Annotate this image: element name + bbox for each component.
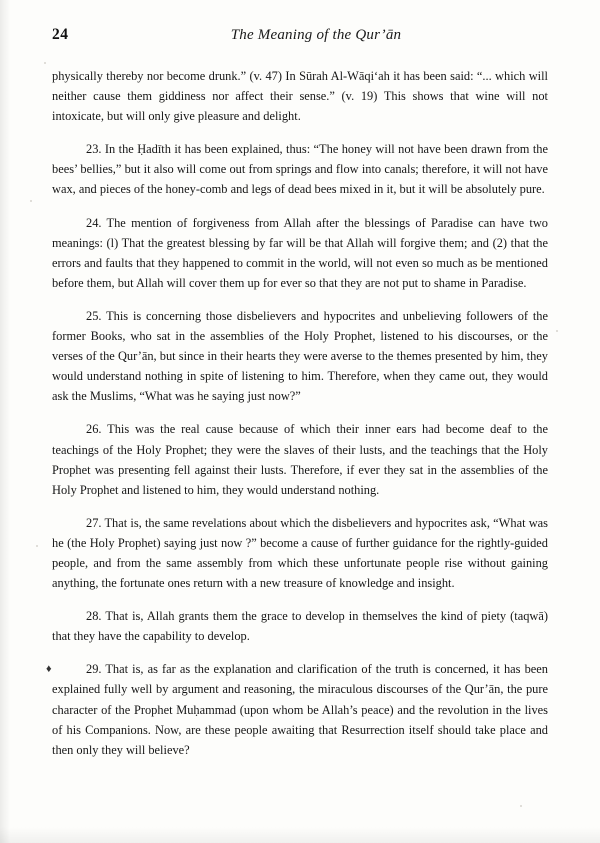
margin-bullet-mark: ♦ bbox=[46, 663, 52, 676]
paragraph-note-23: 23. In the Ḥadīth it has been explained, thus: “The honey will not have been drawn from the bees’ bellies,” but it also will come out from springs and flow into canals; therefore, it will not have wax, and pieces of the honey-comb and legs of dead bees mixed in it, but it will be absolutely pure. bbox=[52, 142, 548, 197]
page-number: 24 bbox=[52, 26, 69, 43]
paragraph-note-24: 24. The mention of forgiveness from Allah after the blessings of Paradise can have two meanings: (l) That the greatest blessing by far will be that Allah will forgive them; and (2) that the errors and faults that they happened to commit in the world, will not even so much as be mentioned before them, but Allah will cover them up for ever so that they are not put to shame in Paradise. bbox=[52, 215, 548, 290]
paragraph-note-26: 26. This was the real cause because of which their inner ears had become deaf to the teachings of the Holy Prophet; they were the slaves of their lusts, and the teachings that the Holy Prophet was presenting fell against their lusts. Therefore, if ever they sat in the assemblies of the Holy Prophet and listened to him, they would understand nothing. bbox=[52, 422, 548, 497]
scan-speck bbox=[36, 545, 38, 547]
page-bottom-shading bbox=[0, 827, 600, 843]
paragraph-note-29: 29. That is, as far as the explanation and clarification of the truth is concerned, it has been explained fully well by argument and reasoning, the miraculous discourses of the Qur’ān, the pure character of the Prophet Muḥammad (upon whom be Allah’s peace) and the revolution in the lives of his Companions. Now, are these people awaiting that Resurrection itself should take place and then only they will believe? bbox=[52, 662, 548, 757]
paragraph-note-25: 25. This is concerning those disbelievers and hypocrites and unbelieving followers of the former Books, who sat in the assemblies of the Holy Prophet, listened to his discourses, or the verses of the Qur’ān, but since in their hearts they were averse to the themes presented by him, they would understand nothing in spite of listening to him. Therefore, when they came out, they would ask the Muslims, “What was he saying just now?” bbox=[52, 308, 548, 404]
running-title: The Meaning of the Qur’ān bbox=[230, 27, 402, 43]
paragraph-note-27: 27. That is, the same revelations about which the disbelievers and hypocrites ask, “What was he (the Holy Prophet) saying just now ?” become a cause of further guidance for the rightly-guided people, and from the same assembly from which these unfortunate people rise without gaining anything, the fortunate ones return with a new treasure of knowledge and insight. bbox=[52, 515, 548, 591]
scan-speck bbox=[44, 62, 46, 64]
page-header bbox=[52, 26, 548, 52]
paragraph-note-28: 28. That is, Allah grants them the grace to develop in themselves the kind of piety (taqwā) that they have the capability to develop. bbox=[52, 609, 548, 644]
scan-speck bbox=[556, 330, 558, 332]
scan-speck bbox=[30, 200, 32, 202]
scan-speck bbox=[520, 805, 522, 807]
paragraph-continuation: physically thereby nor become drunk.” (v. 47) In Sūrah Al-Wāqi‘ah it has been said: “... which will neither cause them giddiness nor affect their sense.” (v. 19) This shows that wine will not intoxicate, but will only give pleasure and delight. bbox=[52, 69, 548, 124]
page-body bbox=[46, 66, 548, 760]
page-edge-shading bbox=[0, 0, 10, 843]
